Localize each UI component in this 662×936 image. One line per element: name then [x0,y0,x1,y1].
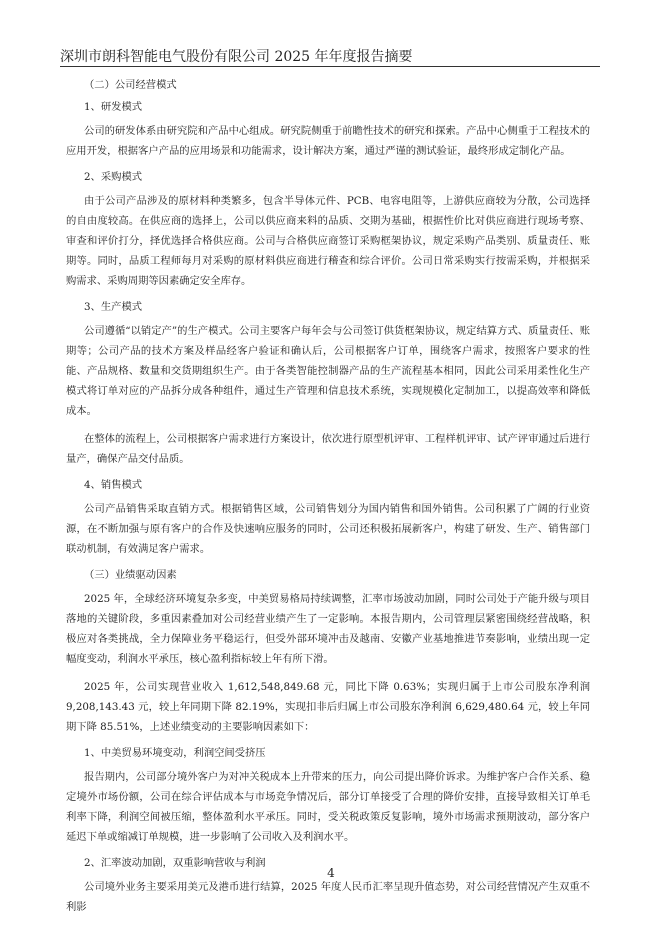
subsection-heading: 2、采购模式 [84,171,143,183]
paragraph: 公司遵循“以销定产”的生产模式。公司主要客户每年会与公司签订供货框架协议，规定结算方式、质量责任、账期等；公司产品的技术方案及样品经客户验证和确认后，公司根据客户订单，围绕客户需求，按照客户要求的性能、产品规格、数量和交货期组织生产。由于各类智能控制器产品的生产流程基本相同，因此公司采用柔性化生产模式将订单对应的产品拆分成各种组件，通过生产管理和信息技术系统，实现规模化定制加工，以提高效率和降低成本。 [66,325,590,417]
paragraph: 公司的研发体系由研究院和产品中心组成。研究院侧重于前瞻性技术的研究和探索。产品中心侧重于工程技术的应用开发，根据客户产品的应用场景和功能需求，设计解决方案，通过严谨的测试验证，最终形成定制化产品。 [66,125,590,157]
paragraph: 2025 年，公司实现营业收入 1,612,548,849.68 元，同比下降 0.63%；实现归属于上市公司股东净利润 9,208,143.43 元，较上年同期下降 82.19%，实现扣非后归属上市公司股东净利润 6,629,480.64 元，较上年同期下降 85.51%，上述业绩变动的主要影响因素如下： [66,681,590,733]
page-header [60,46,600,66]
header-divider [60,66,600,67]
subsection-heading: 1、研发模式 [84,101,143,113]
section-heading: （二）公司经营模式 [84,79,177,91]
header-title: 深圳市朗科智能电气股份有限公司 2025 年年度报告摘要 [60,49,413,65]
section-heading: （三）业绩驱动因素 [84,569,177,581]
paragraph: 公司产品销售采取直销方式。根据销售区域，公司销售划分为国内销售和国外销售。公司积累了广阔的行业资源，在不断加强与原有客户的合作及快速响应服务的同时，公司还积极拓展新客户，构建了研发、生产、销售部门联动机制，有效满足客户需求。 [66,503,590,555]
document-body [66,77,590,925]
page-number: 4 [327,866,335,880]
paragraph: 在整体的流程上，公司根据客户需求进行方案设计，依次进行原型机评审、工程样机评审、试产评审通过后进行量产，确保产品交付品质。 [66,433,590,465]
paragraph: 报告期内，公司部分境外客户为对冲关税成本上升带来的压力，向公司提出降价诉求。为维护客户合作关系、稳定境外市场份额，公司在综合评估成本与市场竞争情况后，部分订单接受了合理的降价安排，直接导致相关订单毛利率下降，利润空间被压缩，整体盈利水平承压。同时，受关税政策反复影响，境外市场需求预期波动，部分客户延迟下单或缩减订单规模，进一步影响了公司收入及利润水平。 [66,771,590,843]
subsection-heading: 2、汇率波动加剧，双重影响营收与利润 [84,857,266,869]
paragraph: 由于公司产品涉及的原材料种类繁多，包含半导体元件、PCB、电容电阻等，上游供应商较为分散，公司选择的自由度较高。在供应商的选择上，公司以供应商来料的品质、交期为基础，根据性价比对供应商进行现场考察、审查和评价打分，择优选择合格供应商。公司与合格供应商签订采购框架协议，规定采购产品类别、质量责任、账期等。同时，品质工程师每月对采购的原材料供应商进行稽查和综合评价。公司日常采购实行按需采购，并根据采购需求、采购周期等因素确定安全库存。 [66,195,590,287]
subsection-heading: 1、中美贸易环境变动，利润空间受挤压 [84,747,266,759]
subsection-heading: 3、生产模式 [84,301,143,313]
subsection-heading: 4、销售模式 [84,479,143,491]
paragraph: 2025 年，全球经济环境复杂多变，中美贸易格局持续调整，汇率市场波动加剧，同时公司处于产能升级与项目落地的关键阶段，多重因素叠加对公司经营业绩产生了一定影响。本报告期内，公司管理层紧密围绕经营战略，积极应对各类挑战，全力保障业务平稳运行，但受外部环境冲击及越南、安徽产业基地推进节奏影响，业绩出现一定幅度变动，利润水平承压，核心盈利指标较上年有所下滑。 [66,593,590,665]
paragraph: 公司境外业务主要采用美元及港币进行结算，2025 年度人民币汇率呈现升值态势，对公司经营情况产生双重不利影 [66,881,590,913]
